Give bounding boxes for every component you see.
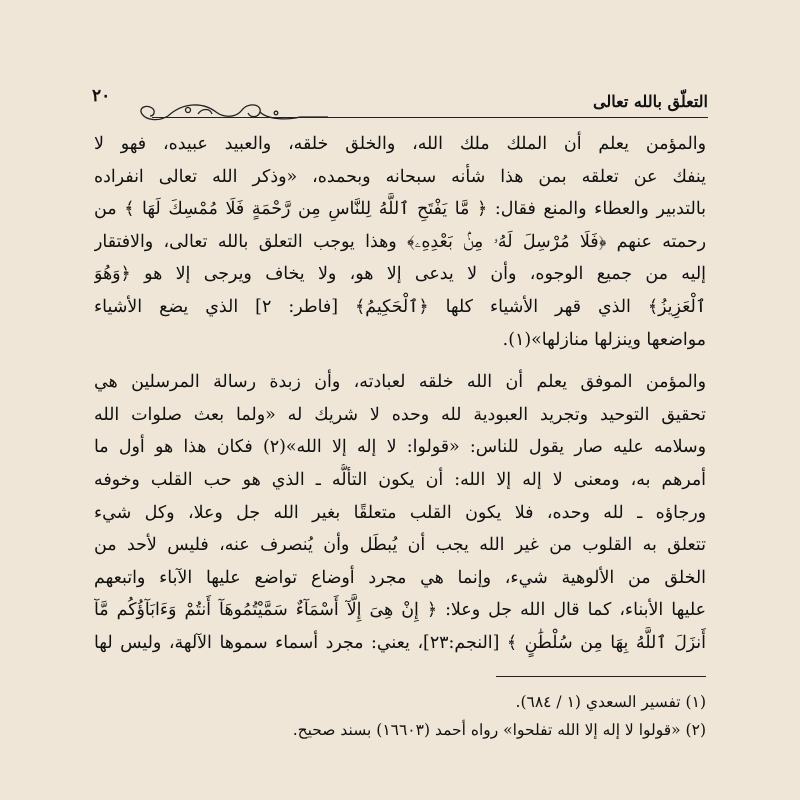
text-line: وسلامه عليه صار يقول للناس: «قولوا: لا إله إلا الله»(٢) فكان هذا هو أول ما: [94, 437, 706, 458]
text-line: تحقيق التوحيد وتجريد العبودية لله وحده لا شريك له «ولما بعث صلوات الله: [94, 404, 706, 425]
page-header: [92, 80, 708, 118]
footnote-2: (٢) «قولوا لا إله إلا الله تفلحوا» رواه أحمد (١٦٦٠٣) بسند صحيح.: [292, 721, 706, 739]
paragraph-2: [94, 366, 706, 659]
main-text: [94, 128, 706, 660]
paragraph-1: [94, 128, 706, 356]
footnotes: [94, 688, 706, 744]
footnote-separator: [496, 676, 706, 677]
text-line: أمرهم به، ومعنى لا إله إلا الله: أن يكون التألُّه ـ الذي هو حب القلب وخوفه: [94, 469, 706, 490]
text-line: مواضعها وينزلها منازلها»(١).: [502, 329, 706, 350]
text-line: والمؤمن يعلم أن الملك ملك الله، والخلق خلقه، والعبيد عبيده، فهو لا: [94, 134, 706, 154]
header-ornament-icon: [128, 98, 328, 124]
text-line: الخلق من الألوهية شيء، وإنما هي مجرد أوضاع تواضع عليها الآباء واتبعهم: [94, 567, 706, 588]
text-line: عليها الأبناء، كما قال الله جل وعلا: ﴿ إِنْ هِىَ إِلَّآ أَسْمَآءٌ سَمَّيْتُمُوهَآ أَنتُمْ وَءَابَآؤُكُم مَّآ: [94, 600, 706, 621]
text-line: أَنزَلَ ٱللَّهُ بِهَا مِن سُلْطَٰنٍ ﴾ [النجم:٢٣]، يعني: مجرد أسماء سموها الآلهة، وليس لها: [94, 632, 706, 653]
text-line: والمؤمن الموفق يعلم أن الله خلقه لعبادته، وأن زبدة رسالة المرسلين هي: [94, 372, 706, 393]
paragraph-gap: [94, 356, 706, 366]
text-line: رحمته عنهم ﴿فَلَا مُرْسِلَ لَهُۥ مِنۢ بَعْدِهِۦ﴾ وهذا يوجب التعلق بالله تعالى، والافتقار: [94, 231, 706, 252]
footnote-1: (١) تفسير السعدي (١ / ٦٨٤).: [515, 693, 706, 711]
header-title: التعلّق بالله تعالى: [593, 92, 708, 111]
text-line: إليه من جميع الوجوه، وأن لا يدعى إلا هو، ولا يخاف ويرجى إلا هو ﴿وَهُوَ: [94, 264, 706, 285]
text-line: بالتدبير والعطاء والمنع فقال: ﴿ مَّا يَفْتَحِ ٱللَّهُ لِلنَّاسِ مِن رَّحْمَةٍ فَلَا مُمْسِكَ لَهَا ﴾ من: [94, 199, 706, 220]
text-line: ورجاؤه ـ لله وحده، فلا يكون القلب متعلقًا بغير الله جل وعلا، وكل شيء: [94, 502, 706, 523]
text-line: ٱلْعَزِيزُ﴾ الذي قهر الأشياء كلها ﴿ٱلْحَكِيمُ﴾ [فاطر: ٢] الذي يضع الأشياء: [94, 296, 706, 317]
page-number: ٢٠: [92, 86, 111, 106]
text-line: ينفك عن تعلقه بمن هذا شأنه سبحانه وبحمده، «وذكر الله تعالى انفراده: [94, 166, 706, 187]
text-line: تتعلق به القلوب من غير الله يجب أن يُبطَل وأن يُنصرف عنه، فليس لأحد من: [94, 535, 706, 556]
